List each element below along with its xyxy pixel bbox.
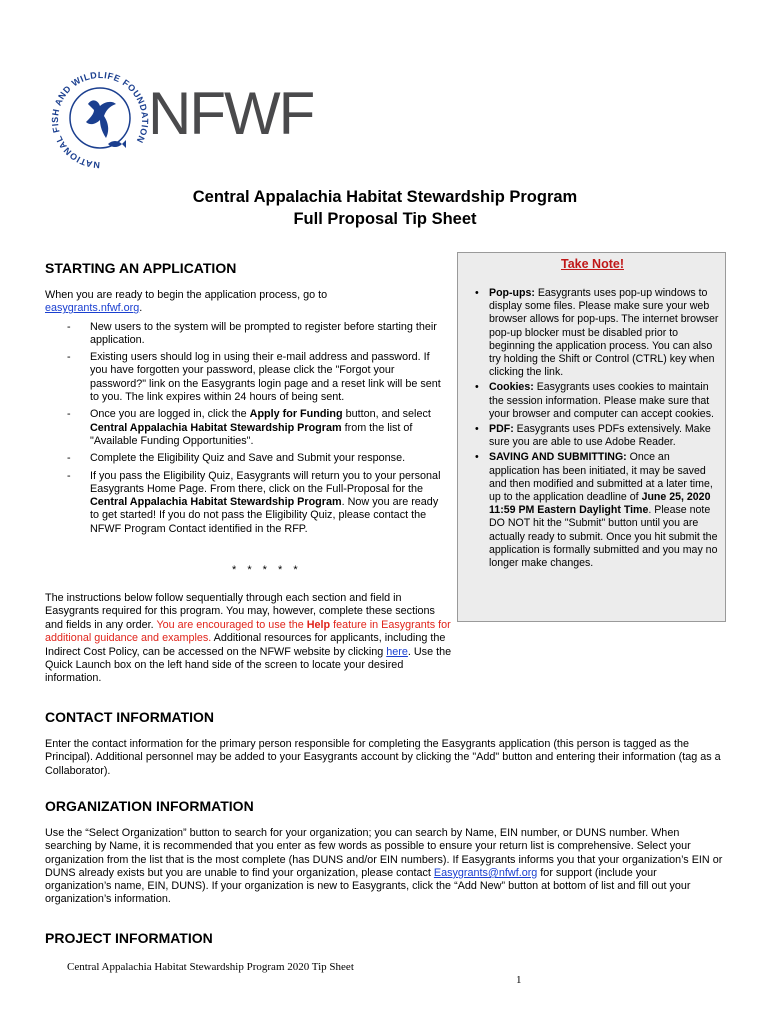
list-item: - If you pass the Eligibility Quiz, Easygrants will return you to your personal Easygrants Home Page. From there, click on the Full-Proposal for the Central Appalachia Habitat Stewardship Program. Now you are ready to get started! If you do not pass the Eligibility Quiz, please contact the NFWF Program Contact identified in the RFP. [67,469,441,535]
document-title: Central Appalachia Habitat Stewardship Program [192,188,578,206]
organization-heading: ORGANIZATION INFORMATION [45,798,254,814]
take-note-title: Take Note! [561,257,624,271]
starting-heading: STARTING AN APPLICATION [45,260,237,276]
take-note-list [472,287,722,572]
list-item: - Existing users should log in using their e-mail address and password. If you have forgotten your password, please click the "Forgot your password?" link on the Easygrants login page and a reset link will be sent to you. The link expires within 24 hours of being sent. [67,351,441,404]
page-number: 1 [516,974,522,986]
starting-steps [45,321,450,536]
seal-ring-text: NATIONAL FISH AND WILDLIFE FOUNDATION [50,69,150,171]
resources-link[interactable]: here [386,645,408,658]
starting-intro: When you are ready to begin the application process, go to easygrants.nfwf.org. [45,289,328,315]
list-item: • Cookies: Easygrants uses cookies to maintain the session information. Please make sure that your browser and computer can accept cookies. [475,381,714,420]
section-separator: * * * * * [232,564,302,576]
list-item: - Complete the Eligibility Quiz and Save and Submit your response. [67,452,406,465]
instructions-paragraph: The instructions below follow sequentially through each section and field in Easygrants required for this program. You may, however, complete these sections and fields in any order. You are encouraged to use the Help feature in Easygrants for additional guidance and examples. Additional resources for applicants, including the Indirect Cost Policy, can be accessed on the NFWF website by clicking here. Use the Quick Launch box on the left hand side of the screen to locate your desired information. [45,592,452,685]
project-heading: PROJECT INFORMATION [45,930,213,946]
nfwf-wordmark: NFWF [148,80,314,147]
nfwf-seal-icon [50,62,150,172]
list-item: • SAVING AND SUBMITTING: Once an application has been initiated, it may be saved and then modified and submitted at a later time, up to the application deadline of June 25, 2020 11:59 PM Eastern Daylight Time. Please note DO NOT hit the "Submit" button until you are actually ready to submit. Once you hit submit the application is formally submitted and you may no longer make changes. [475,451,718,570]
list-item: • Pop-ups: Easygrants uses pop-up windows to display some files. Please make sure your web browser allows for pop-ups. The internet browser pop-up blocker must be disabled prior to beginning the application process. You can also try holding the Shift or Control (CTRL) key when clicking the link. [475,287,719,379]
list-item: • PDF: Easygrants uses PDFs extensively. Make sure you are able to use Adobe Reader. [475,423,711,449]
easygrants-email-link[interactable]: Easygrants@nfwf.org [433,866,538,879]
list-item: - New users to the system will be prompted to register before starting their application. [67,320,437,346]
organization-paragraph: Use the “Select Organization” button to search for your organization; you can search by Name, EIN number, or DUNS number. When searching by Name, it is recommended that you enter as few words as possible to ensure your return list is comprehensive. Select your organization from the list that is the most complete (has DUNS and/or EIN numbers). If Easygrants informs you that your organization’s EIN or DUNS already exists but you are unable to find your organization, please contact Easygrants@nfwf.org for support (include your organization’s name, EIN, DUNS). If your organization is new to Easygrants, click the “Add New” button at bottom of list and fill out your organization’s information. [45,827,723,906]
easygrants-link[interactable]: easygrants.nfwf.org [45,302,140,315]
starting-section [45,289,450,540]
page-footer: Central Appalachia Habitat Stewardship Program 2020 Tip Sheet [67,961,354,973]
document-subtitle: Full Proposal Tip Sheet [293,210,477,228]
take-note-box [457,252,726,622]
contact-paragraph: Enter the contact information for the primary person responsible for completing the Easygrants application (this person is tagged as the Principal). Additional personnel may be added to your Easygrants account by clicking the "Add" button and entering their information (tag as a Collaborator). [45,738,721,777]
contact-heading: CONTACT INFORMATION [45,709,215,725]
list-item: - Once you are logged in, click the Apply for Funding button, and select Central Appalachia Habitat Stewardship Program from the list of "Available Funding Opportunities". [67,408,431,447]
